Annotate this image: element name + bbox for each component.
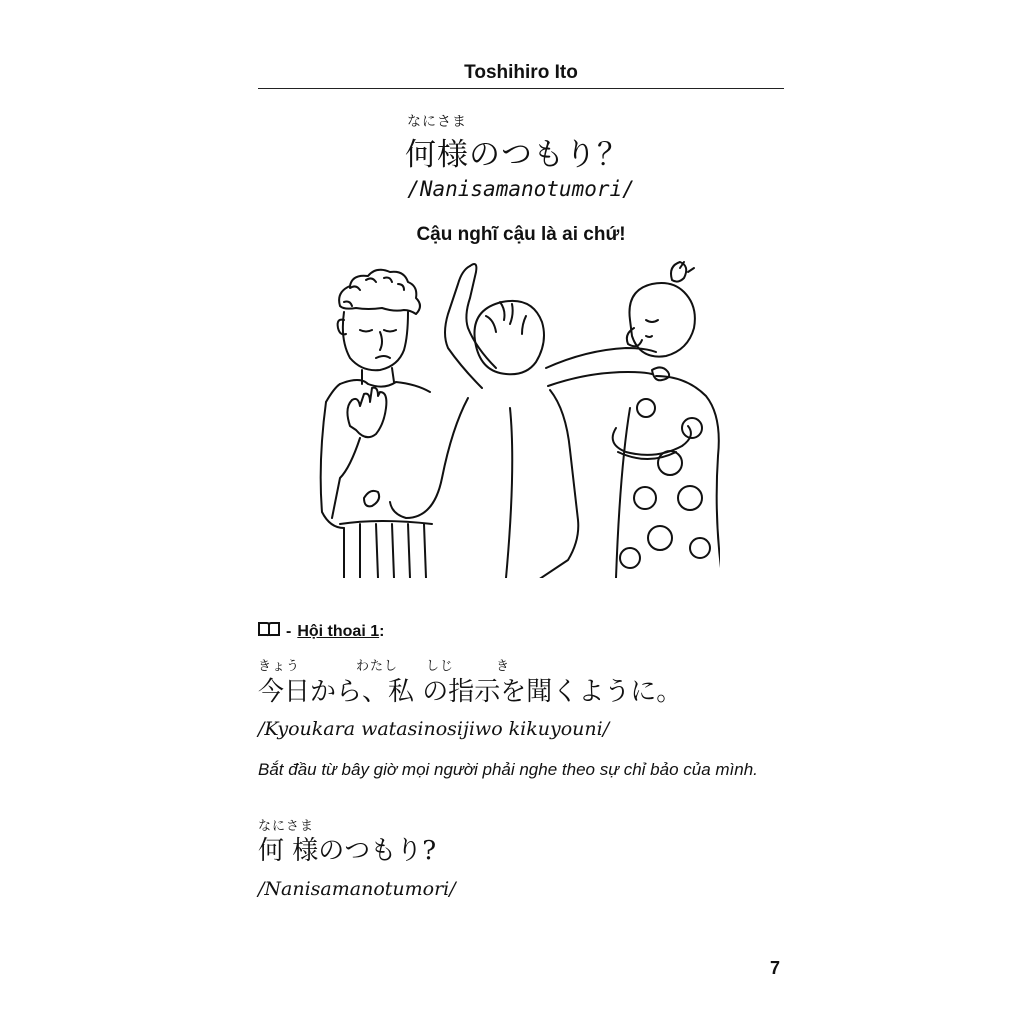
- right-woman-figure: [613, 262, 720, 578]
- three-people-illustration: [300, 258, 720, 578]
- dialogue-2-furigana: なにさま: [258, 819, 315, 834]
- header-divider: [258, 88, 784, 89]
- phrase-furigana: なにさま: [407, 114, 467, 130]
- left-man-figure: [321, 270, 432, 578]
- running-header-author: Toshihiro Ito: [464, 62, 578, 83]
- dialogue-2-romaji: /Nanisamanotumori/: [258, 878, 456, 900]
- dialogue-label-prefix: -: [286, 622, 292, 640]
- dialogue-label-text: Hội thoai 1: [297, 622, 380, 640]
- phrase-japanese: 何様のつもり？: [405, 137, 629, 173]
- phrase-romaji: /Nanisamanotumori/: [407, 177, 635, 201]
- phrase-vietnamese: Cậu nghĩ cậu là ai chứ!: [416, 224, 626, 245]
- dialogue-1-japanese: 今日から、私 の指示を聞くように。: [258, 677, 683, 707]
- dialogue-label-suffix: :: [379, 622, 385, 640]
- dialogue-1-furigana: きょう わたし しじ き: [258, 659, 511, 674]
- dialogue-2-japanese: 何 様のつもり?: [258, 836, 437, 866]
- dialogue-1-vietnamese: Bắt đầu từ bây giờ mọi người phải nghe theo sự chỉ bảo của mình.: [258, 760, 758, 779]
- book-icon: [258, 621, 280, 642]
- dialogue-section-label: [258, 621, 384, 642]
- dialogue-1-romaji: /Kyoukara watasinosijiwo kikuyouni/: [258, 718, 610, 740]
- page-number: 7: [770, 958, 781, 978]
